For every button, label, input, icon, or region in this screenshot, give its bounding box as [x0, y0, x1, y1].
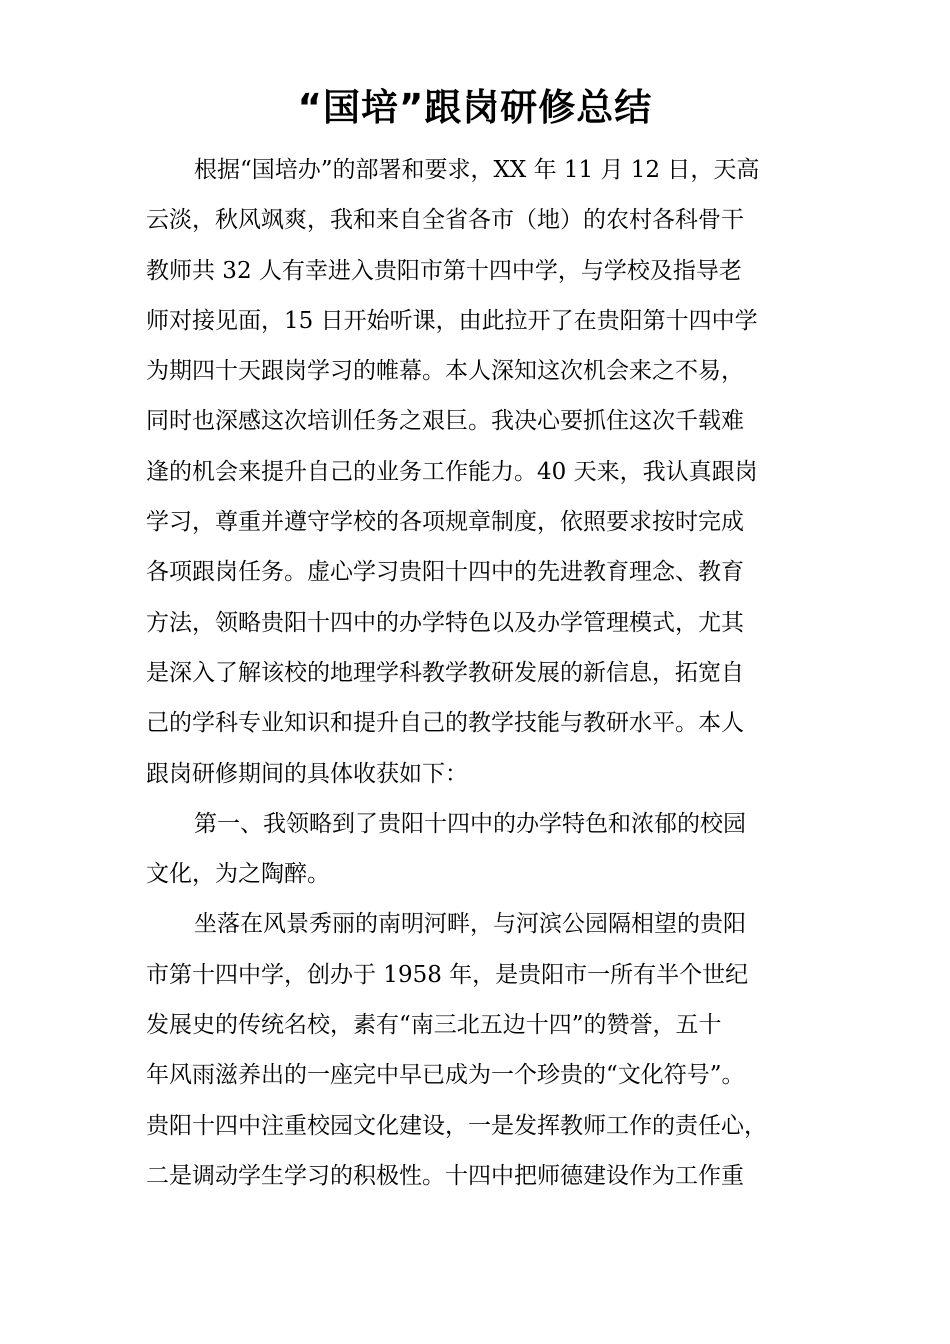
text-line: 为期四十天跟岗学习的帷幕。本人深知这次机会来之不易，: [146, 358, 744, 385]
text-line: 各项跟岗任务。虚心学习贵阳十四中的先进教育理念、教育: [146, 559, 744, 586]
text-line: 文化，为之陶醉。: [146, 861, 330, 888]
text-line: 同时也深感这次培训任务之艰巨。我决心要抓住这次千载难: [146, 408, 744, 435]
text-line: 己的学科专业知识和提升自己的教学技能与教研水平。本人: [146, 710, 744, 737]
paragraph-3: [146, 899, 810, 1201]
document-title: “国培”跟岗研修总结: [297, 86, 653, 129]
text-line: 第一、我领略到了贵阳十四中的办学特色和浓郁的校园: [194, 810, 746, 837]
text-line: 学习，尊重并遵守学校的各项规章制度，依照要求按时完成: [146, 509, 744, 536]
text-line: 是深入了解该校的地理学科教学教研发展的新信息，拓宽自: [146, 659, 744, 686]
paragraph-1: [146, 145, 810, 799]
text-line: 坐落在风景秀丽的南明河畔，与河滨公园隔相望的贵阳: [194, 911, 746, 938]
text-line: 年风雨滋养出的一座完中早已成为一个珍贵的“文化符号”。: [146, 1062, 745, 1089]
text-line: 跟岗研修期间的具体收获如下：: [146, 760, 468, 787]
text-line: 师对接见面，15 日开始听课，由此拉开了在贵阳第十四中学: [146, 307, 758, 334]
text-line: 发展史的传统名校，素有“南三北五边十四”的赞誉，五十: [146, 1012, 722, 1039]
text-line: 市第十四中学，创办于 1958 年，是贵阳市一所有半个世纪: [146, 961, 749, 988]
paragraph-2: [146, 799, 810, 900]
text-line: 方法，领略贵阳十四中的办学特色以及办学管理模式，尤其: [146, 609, 744, 636]
text-line: 二是调动学生学习的积极性。十四中把师德建设作为工作重: [146, 1162, 744, 1189]
text-line: 贵阳十四中注重校园文化建设，一是发挥教师工作的责任心，: [146, 1112, 767, 1139]
text-line: 逢的机会来提升自己的业务工作能力。40 天来，我认真跟岗: [146, 458, 758, 485]
text-line: 教师共 32 人有幸进入贵阳市第十四中学，与学校及指导老: [146, 257, 742, 284]
text-line: 根据“国培办”的部署和要求，XX 年 11 月 12 日，天高: [194, 157, 760, 183]
text-line: 云淡，秋风飒爽，我和来自全省各市（地）的农村各科骨干: [146, 207, 744, 234]
document-body: [146, 145, 810, 1201]
